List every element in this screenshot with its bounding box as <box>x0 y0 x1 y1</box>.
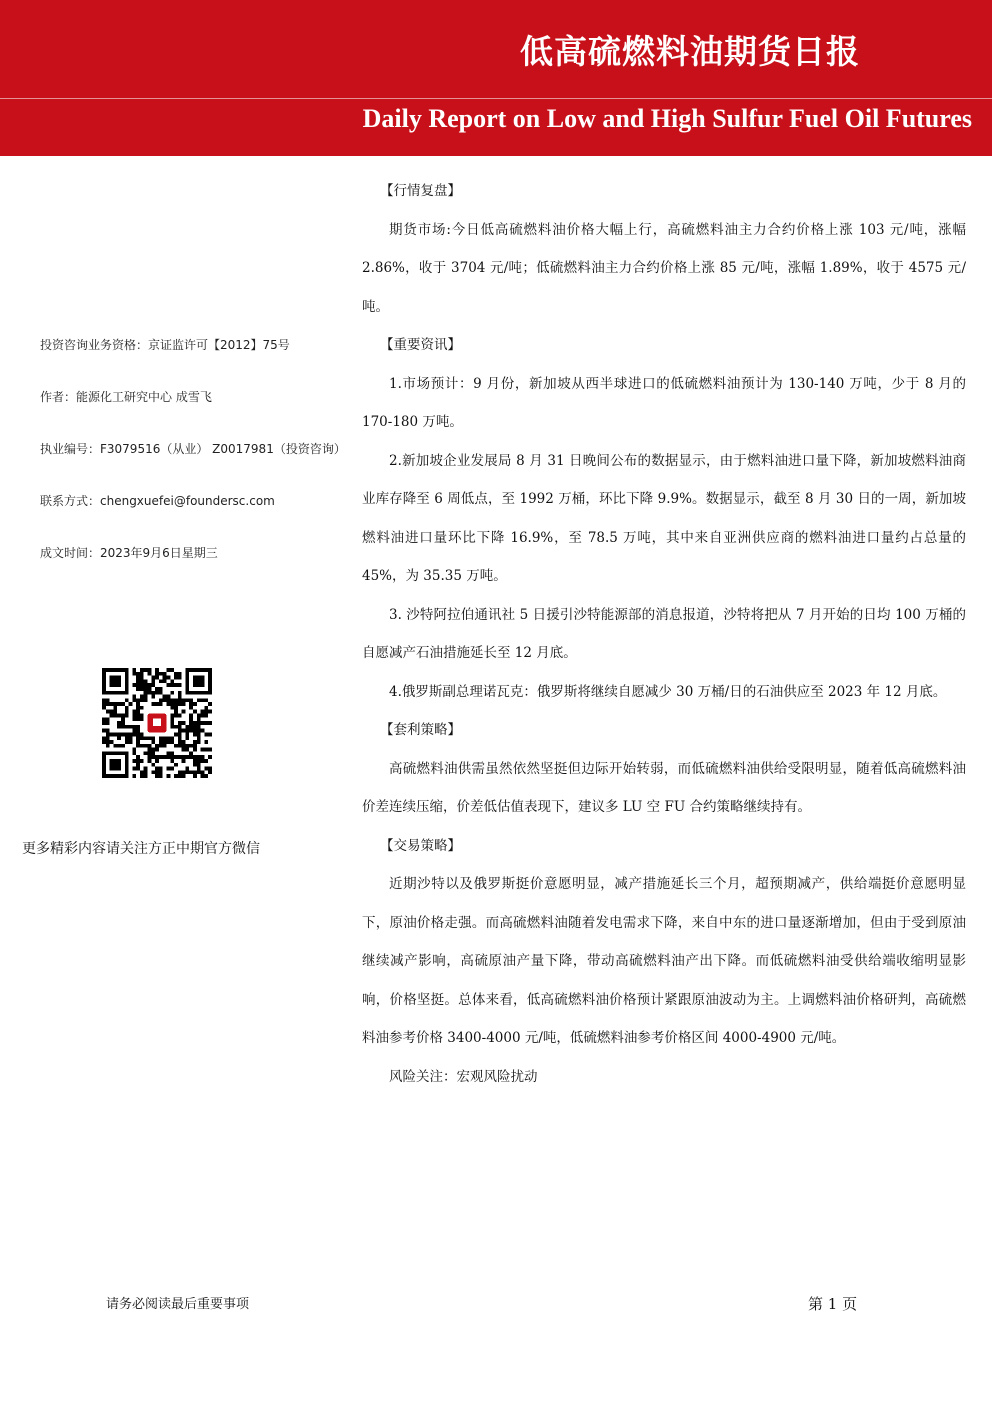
wechat-qr-code-icon <box>102 668 212 778</box>
arbitrage-paragraph: 高硫燃料油供需虽然依然坚挺但边际开始转弱，而低硫燃料油供给受限明显，随着低高硫燃料油价差连续压缩，价差低估值表现下，建议多 LU 空 FU 合约策略继续持有。 <box>362 760 966 815</box>
footer-notice: 请务必阅读最后重要事项 <box>106 1297 250 1312</box>
qr-caption: 更多精彩内容请关注方正中期官方微信 <box>22 841 260 857</box>
author-info-panel <box>40 336 350 596</box>
trading-paragraph: 近期沙特以及俄罗斯挺价意愿明显，减产措施延长三个月，超预期减产，供给端挺价意愿明显下，原油价格走强。而高硫燃料油随着发电需求下降，来自中东的进口量逐渐增加，但由于受到原油继续减产影响，高硫原油产量下降，带动高硫燃料油产出下降。而低硫燃料油受供给端收缩明显影响，价格坚挺。总体来看，低高硫燃料油价格预计紧跟原油波动为主。上调燃料油价格研判，高硫燃料油参考价格 3400-4000 元/吨，低硫燃料油参考价格区间 4000-4900 元/吨。 <box>362 876 966 1046</box>
license-text: 执业编号：F3079516（从业） Z0017981（投资咨询） <box>40 442 346 456</box>
report-title-en: Daily Report on Low and High Sulfur Fuel Oil Futures <box>362 104 972 133</box>
section-title-news: 【重要资讯】 <box>380 337 461 353</box>
header-divider <box>0 98 992 99</box>
report-body <box>362 172 966 1096</box>
market-paragraph: 期货市场:今日低高硫燃料油价格大幅上行，高硫燃料油主力合约价格上涨 103 元/吨，涨幅 2.86%，收于 3704 元/吨；低硫燃料油主力合约价格上涨 85 元/吨，涨幅 1.89%，收于 4575 元/吨。 <box>362 221 966 315</box>
section-title-trading: 【交易策略】 <box>380 837 461 854</box>
page-number: 第 1 页 <box>808 1295 858 1313</box>
news-paragraph-1: 1.市场预计：9 月份，新加坡从西半球进口的低硫燃料油预计为 130-140 万吨，少于 8 月的 170-180 万吨。 <box>362 375 966 430</box>
report-header <box>0 0 992 156</box>
news-paragraph-4: 4.俄罗斯副总理诺瓦克：俄罗斯将继续自愿减少 30 万桶/日的石油供应至 2023 年 12 月底。 <box>389 683 947 700</box>
risk-notice: 风险关注：宏观风险扰动 <box>389 1068 538 1085</box>
report-title-cn: 低高硫燃料油期货日报 <box>520 32 860 71</box>
author-text: 作者：能源化工研究中心 成雪飞 <box>40 390 212 404</box>
news-paragraph-3: 3. 沙特阿拉伯通讯社 5 日援引沙特能源部的消息报道，沙特将把从 7 月开始的日均 100 万桶的自愿减产石油措施延长至 12 月底。 <box>362 606 966 661</box>
date-text: 成文时间：2023年9月6日星期三 <box>40 546 218 560</box>
news-paragraph-2: 2.新加坡企业发展局 8 月 31 日晚间公布的数据显示，由于燃料油进口量下降，新加坡燃料油商业库存降至 6 周低点，至 1992 万桶，环比下降 9.9%。数据显示，截至 8 月 30 日的一周，新加坡燃料油进口量环比下降 16.9%，至 78.5 万吨，其中来自亚洲供应商的燃料油进口量约占总量的 45%，为 35.35 万吨。 <box>362 452 966 584</box>
section-title-market: 【行情复盘】 <box>380 183 461 199</box>
section-title-arbitrage: 【套利策略】 <box>380 722 461 738</box>
contact-text: 联系方式：chengxuefei@foundersc.com <box>40 494 275 508</box>
qualification-text: 投资咨询业务资格：京证监许可【2012】75号 <box>40 338 290 352</box>
